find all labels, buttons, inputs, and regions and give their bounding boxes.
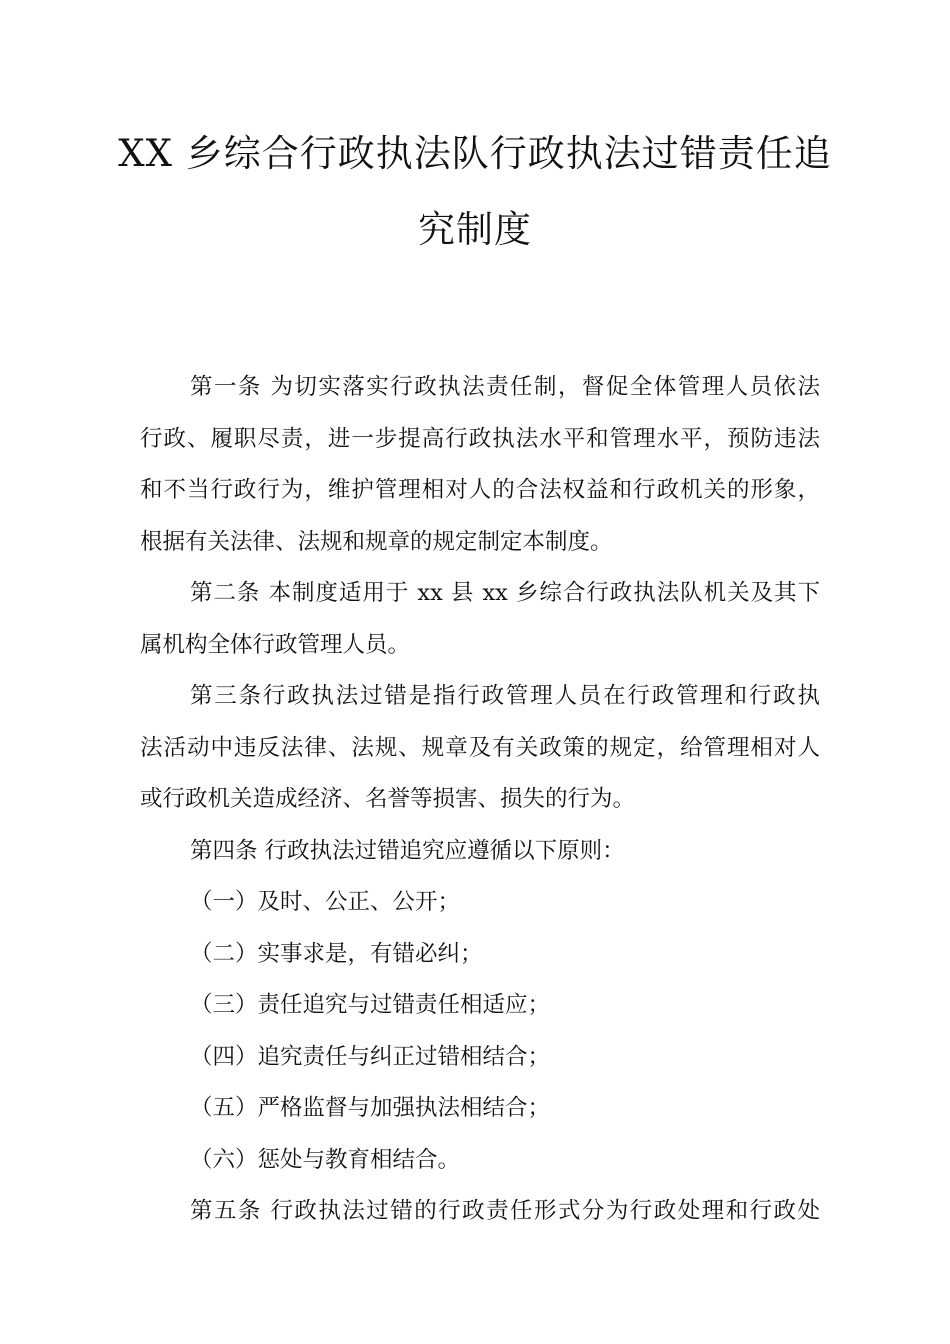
article-2-line-1: 第二条 本制度适用于 xx 县 xx 乡综合行政执法队机关及其下	[190, 580, 820, 606]
principle-item-6: （六）惩处与教育相结合。	[190, 1146, 461, 1173]
principle-item-1: （一）及时、公正、公开；	[190, 889, 461, 915]
article-3-line-2: 法活动中违反法律、法规、规章及有关政策的规定，给管理相对人	[140, 734, 820, 761]
article-4-line-1: 第四条 行政执法过错追究应遵循以下原则：	[190, 837, 625, 864]
article-3-line-3: 或行政机关造成经济、名誉等损害、损失的行为。	[140, 786, 636, 812]
article-1-line-1: 第一条 为切实落实行政执法责任制，督促全体管理人员依法	[190, 374, 820, 400]
principle-item-2: （二）实事求是，有错必纠；	[190, 940, 483, 967]
article-1-line-3: 和不当行政行为，维护管理相对人的合法权益和行政机关的形象，	[140, 477, 820, 503]
article-1-line-4: 根据有关法律、法规和规章的规定制定本制度。	[140, 528, 613, 555]
document-title-line-1: XX 乡综合行政执法队行政执法过错责任追	[118, 132, 832, 175]
article-5-line-1: 第五条 行政执法过错的行政责任形式分为行政处理和行政处	[190, 1198, 820, 1224]
article-2-line-2: 属机构全体行政管理人员。	[140, 631, 411, 658]
document-title-line-2: 究制度	[418, 208, 532, 251]
principle-item-5: （五）严格监督与加强执法相结合；	[190, 1095, 551, 1121]
principle-item-3: （三）责任追究与过错责任相适应；	[190, 992, 551, 1018]
article-3-line-1: 第三条行政执法过错是指行政管理人员在行政管理和行政执	[190, 683, 820, 709]
article-1-line-2: 行政、履职尽责，进一步提高行政执法水平和管理水平，预防违法	[140, 425, 820, 452]
principle-item-4: （四）追究责任与纠正过错相结合；	[190, 1043, 551, 1070]
document-body	[140, 367, 820, 1243]
